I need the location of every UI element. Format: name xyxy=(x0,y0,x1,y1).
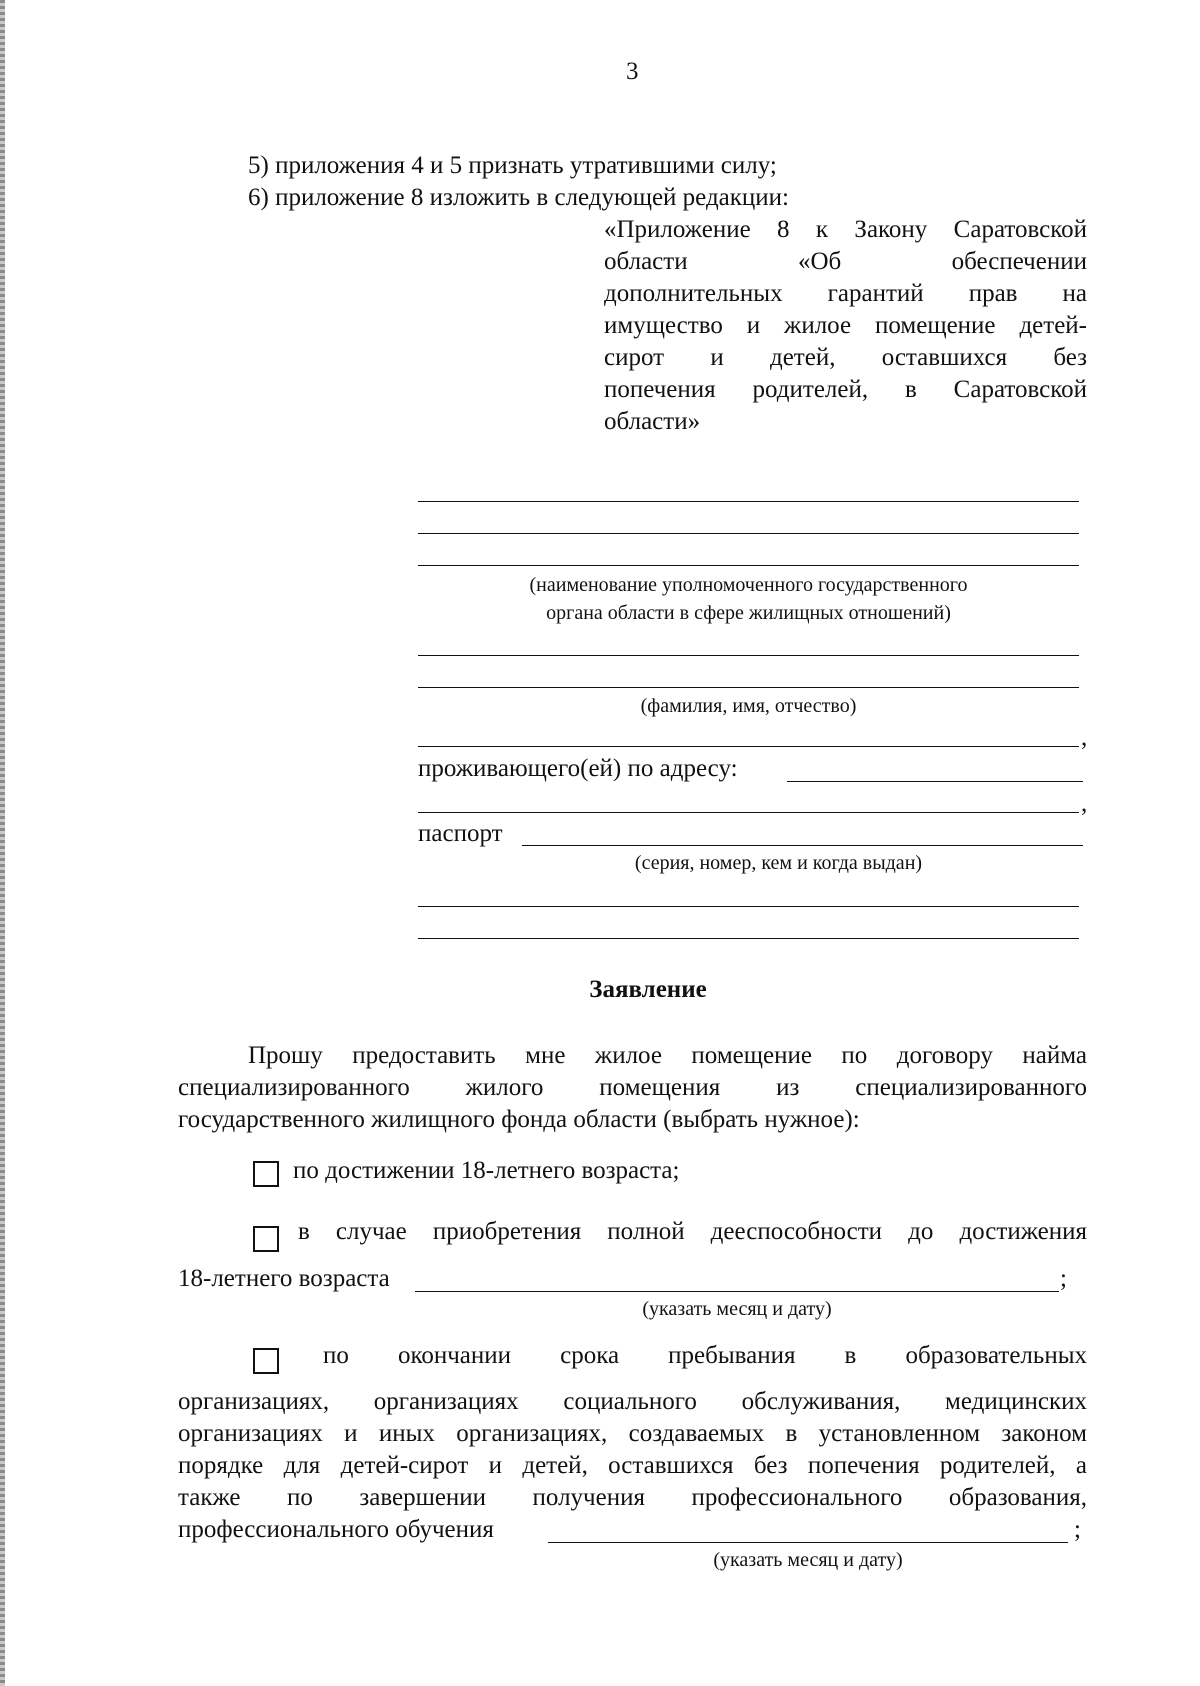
appendix-header-line: области» xyxy=(604,408,701,435)
option-completion-checkbox[interactable] xyxy=(253,1348,279,1374)
passport-label: паспорт xyxy=(418,820,503,847)
statement-title: Заявление xyxy=(589,976,707,1003)
passport-line[interactable] xyxy=(418,906,1079,907)
amendment-item-5: 5) приложения 4 и 5 признать утратившими силу; xyxy=(248,152,777,179)
appendix-header-line: дополнительных гарантий прав на xyxy=(604,280,1087,307)
appendix-header-line: «Приложение 8 к Закону Саратовской xyxy=(604,216,1087,243)
fio-line[interactable] xyxy=(418,655,1079,656)
page-number: 3 xyxy=(626,58,639,85)
fio-caption: (фамилия, имя, отчество) xyxy=(640,695,857,717)
appendix-header-line: области «Об обеспечении xyxy=(604,248,1087,275)
option-completion-line: организациях, организациях социального обслуживания, медицинских xyxy=(178,1388,1087,1415)
option-completion-line: порядке для детей-сирот и детей, оставшихся без попечения родителей, а xyxy=(178,1452,1087,1479)
option-completion-last: профессионального обучения xyxy=(178,1516,494,1543)
completion-date-line[interactable] xyxy=(548,1542,1068,1543)
option-age-label: по достижении 18-летнего возраста; xyxy=(293,1157,680,1184)
address-line[interactable] xyxy=(787,781,1083,782)
passport-line[interactable] xyxy=(418,938,1079,939)
completion-semicolon: ; xyxy=(1074,1516,1081,1543)
organ-line[interactable] xyxy=(418,533,1079,534)
capacity-date-caption: (указать месяц и дату) xyxy=(642,1298,832,1320)
address-line[interactable] xyxy=(418,746,1079,747)
passport-caption: (серия, номер, кем и когда выдан) xyxy=(634,852,923,874)
option-completion-label: по окончании срока пребывания в образовательных xyxy=(323,1342,1087,1369)
appendix-header-line: сирот и детей, оставшихся без xyxy=(604,344,1087,371)
option-capacity-label: 18-летнего возраста xyxy=(178,1265,390,1292)
address-label: проживающего(ей) по адресу: xyxy=(418,755,738,782)
statement-intro-line: Прошу предоставить мне жилое помещение по договору найма xyxy=(248,1042,1087,1069)
completion-date-caption: (указать месяц и дату) xyxy=(713,1549,903,1571)
scan-edge xyxy=(0,0,5,1686)
organ-caption: (наименование уполномоченного государственного xyxy=(529,574,968,596)
fio-line[interactable] xyxy=(418,687,1079,688)
option-capacity-checkbox[interactable] xyxy=(253,1226,279,1252)
option-completion-line: организациях и иных организациях, создаваемых в установленном законом xyxy=(178,1420,1087,1447)
appendix-header-line: попечения родителей, в Саратовской xyxy=(604,376,1087,403)
statement-intro-line: специализированного жилого помещения из специализированного xyxy=(178,1074,1087,1101)
organ-caption: органа области в сфере жилищных отношений) xyxy=(546,602,951,624)
address-line[interactable] xyxy=(418,812,1079,813)
amendment-item-6: 6) приложение 8 изложить в следующей редакции: xyxy=(248,184,789,211)
capacity-date-line[interactable] xyxy=(415,1291,1059,1292)
option-age-checkbox[interactable] xyxy=(253,1161,279,1187)
address-comma: , xyxy=(1081,724,1088,751)
organ-line[interactable] xyxy=(418,565,1079,566)
option-capacity-label: в случае приобретения полной дееспособности до достижения xyxy=(298,1218,1087,1245)
organ-line[interactable] xyxy=(418,501,1079,502)
passport-line[interactable] xyxy=(522,845,1083,846)
statement-intro-line: государственного жилищного фонда области (выбрать нужное): xyxy=(178,1106,860,1133)
capacity-semicolon: ; xyxy=(1060,1265,1067,1292)
appendix-header-line: имущество и жилое помещение детей- xyxy=(604,312,1087,339)
address-comma: , xyxy=(1081,790,1088,817)
option-completion-line: также по завершении получения профессионального образования, xyxy=(178,1484,1087,1511)
